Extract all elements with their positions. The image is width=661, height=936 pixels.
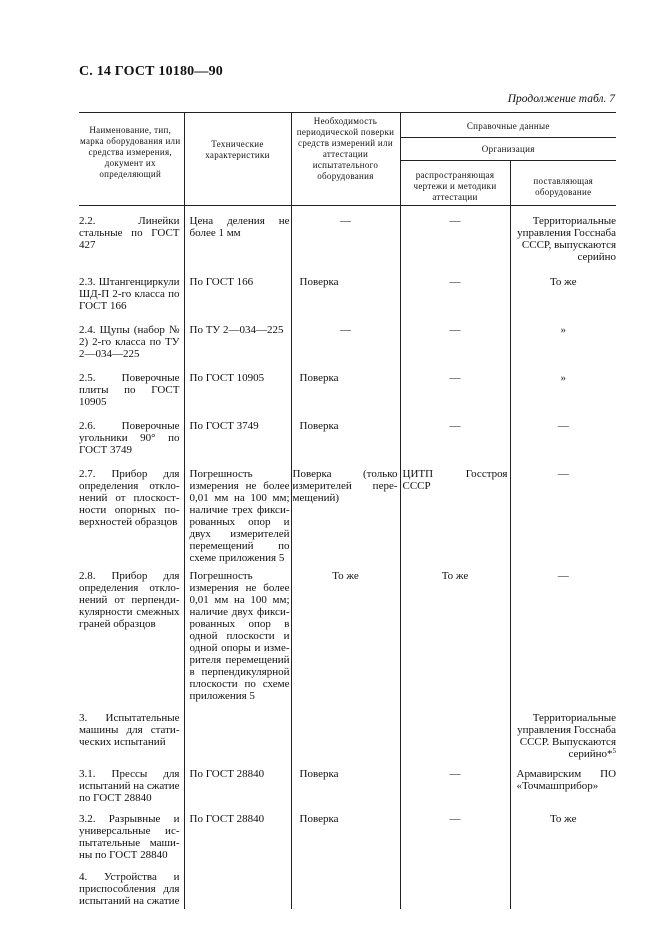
cell-characteristics: По ГОСТ 10905 (184, 360, 291, 408)
header-characteristics: Технические характеристики (184, 113, 291, 206)
cell-name: 2.2. Линейки стальные по ГОСТ 427 (79, 215, 180, 251)
cell-supplying: Армавирским ПО «Точмашприбор» (510, 760, 616, 804)
cell-name: 3.1. Прессы для испытаний на сжатие по ГОСТ 28840 (79, 768, 180, 804)
table-row (79, 564, 616, 702)
header-necessity: Необходимость периодической поверки средств измерений или аттестации испытательного оборудования (291, 113, 400, 206)
cell-check: Поверка (291, 760, 400, 804)
cell-supplying: То же (510, 804, 616, 861)
header-supplying: поставляющая оборудование (510, 161, 616, 206)
table-row (79, 804, 616, 861)
cell-characteristics: По ТУ 2—034—225 (184, 312, 291, 360)
header-reference: Справочные данные (400, 113, 616, 138)
cell-characteristics (184, 702, 291, 760)
cell-characteristics (184, 861, 291, 909)
table-row (79, 861, 616, 909)
cell-check: То же (291, 564, 400, 702)
cell-name: 2.3. Штангенциркули ШД-П 2-го класса по ГОСТ 166 (79, 276, 180, 312)
cell-name: 2.4. Щупы (набор № 2) 2-го класса по ТУ 2—034—225 (79, 324, 180, 360)
cell-characteristics: По ГОСТ 166 (184, 263, 291, 312)
cell-supplying: — (510, 564, 616, 702)
table-body (79, 206, 616, 910)
cell-name: 4. Устройства и приспособления для испытаний на сжатие (79, 871, 180, 907)
table-row (79, 360, 616, 408)
table-row (79, 312, 616, 360)
cell-check: — (291, 206, 400, 264)
header-organization: Организация (400, 138, 616, 161)
cell-check: Поверка (291, 360, 400, 408)
header-name: Наименование, тип, марка оборудования или средства измерения, документ их определяющий (79, 113, 184, 206)
table-row (79, 760, 616, 804)
cell-supplying (510, 861, 616, 909)
cell-check (291, 861, 400, 909)
cell-distributing: — (400, 206, 510, 264)
cell-distributing (400, 861, 510, 909)
table-row (79, 206, 616, 264)
cell-distributing: — (400, 760, 510, 804)
cell-name: 2.5. Поверочные плиты по ГОСТ 10905 (79, 372, 180, 408)
cell-supplying: — (510, 456, 616, 564)
cell-characteristics: Погрешность измерения не более 0,01 мм на 100 мм; наличие трех фиксированных опор и двух измерителей перемещений по схеме приложения 5 (184, 456, 291, 564)
cell-characteristics: Цена деления не более 1 мм (184, 206, 291, 264)
cell-supplying: Территориальные управления Госснаба СССР, выпускаются серийно (510, 206, 616, 264)
cell-distributing: — (400, 312, 510, 360)
cell-supplying: То же (510, 263, 616, 312)
cell-check: Поверка (291, 263, 400, 312)
cell-distributing: — (400, 804, 510, 861)
cell-distributing: — (400, 263, 510, 312)
cell-check: Поверка (291, 408, 400, 456)
cell-name: 2.7. Прибор для определения отклонений от плоскостности опорных поверхностей образцов (79, 468, 180, 528)
page-title: С. 14 ГОСТ 10180—90 (79, 64, 223, 79)
supplying-text: Территориальные управления Госснаба СССР. Выпускаются серийно* (517, 712, 617, 760)
cell-characteristics: Погрешность измерения не более 0,01 мм на 100 мм; наличие двух фиксированных опор в одной плоскости и одной опоры и измерителя перемещений в перпендикулярной плоскости по схеме приложения 5 (184, 564, 291, 702)
cell-distributing: — (400, 360, 510, 408)
cell-supplying: » (510, 360, 616, 408)
cell-name: 2.6. Поверочные угольники 90° по ГОСТ 3749 (79, 420, 180, 456)
cell-check: Поверка (только измерителей перемещений) (291, 456, 400, 564)
table-row (79, 263, 616, 312)
cell-distributing: ЦИТП Госстроя СССР (400, 456, 510, 564)
cell-distributing: То же (400, 564, 510, 702)
cell-name: 2.8. Прибор для определения отклонений от перпендикулярности смежных граней образцов (79, 570, 180, 630)
cell-distributing (400, 702, 510, 760)
equipment-table (79, 112, 616, 909)
cell-characteristics: По ГОСТ 28840 (184, 760, 291, 804)
cell-check: — (291, 312, 400, 360)
table-header (79, 113, 616, 206)
cell-distributing: — (400, 408, 510, 456)
cell-supplying: — (510, 408, 616, 456)
cell-name: 3. Испытательные машины для статических испытаний (79, 712, 180, 748)
footnote-mark: 5 (612, 747, 617, 755)
cell-characteristics: По ГОСТ 28840 (184, 804, 291, 861)
table-row (79, 408, 616, 456)
cell-characteristics: По ГОСТ 3749 (184, 408, 291, 456)
cell-check (291, 702, 400, 760)
cell-check: Поверка (291, 804, 400, 861)
table-row (79, 456, 616, 564)
cell-supplying: » (510, 312, 616, 360)
cell-name: 3.2. Разрывные и универсальные испытательные машины по ГОСТ 28840 (79, 813, 180, 861)
header-distributing: распространяющая чертежи и методики аттестации (400, 161, 510, 206)
table-row (79, 702, 616, 760)
cell-supplying (510, 702, 616, 760)
table-continuation-note: Продолжение табл. 7 (507, 93, 615, 105)
